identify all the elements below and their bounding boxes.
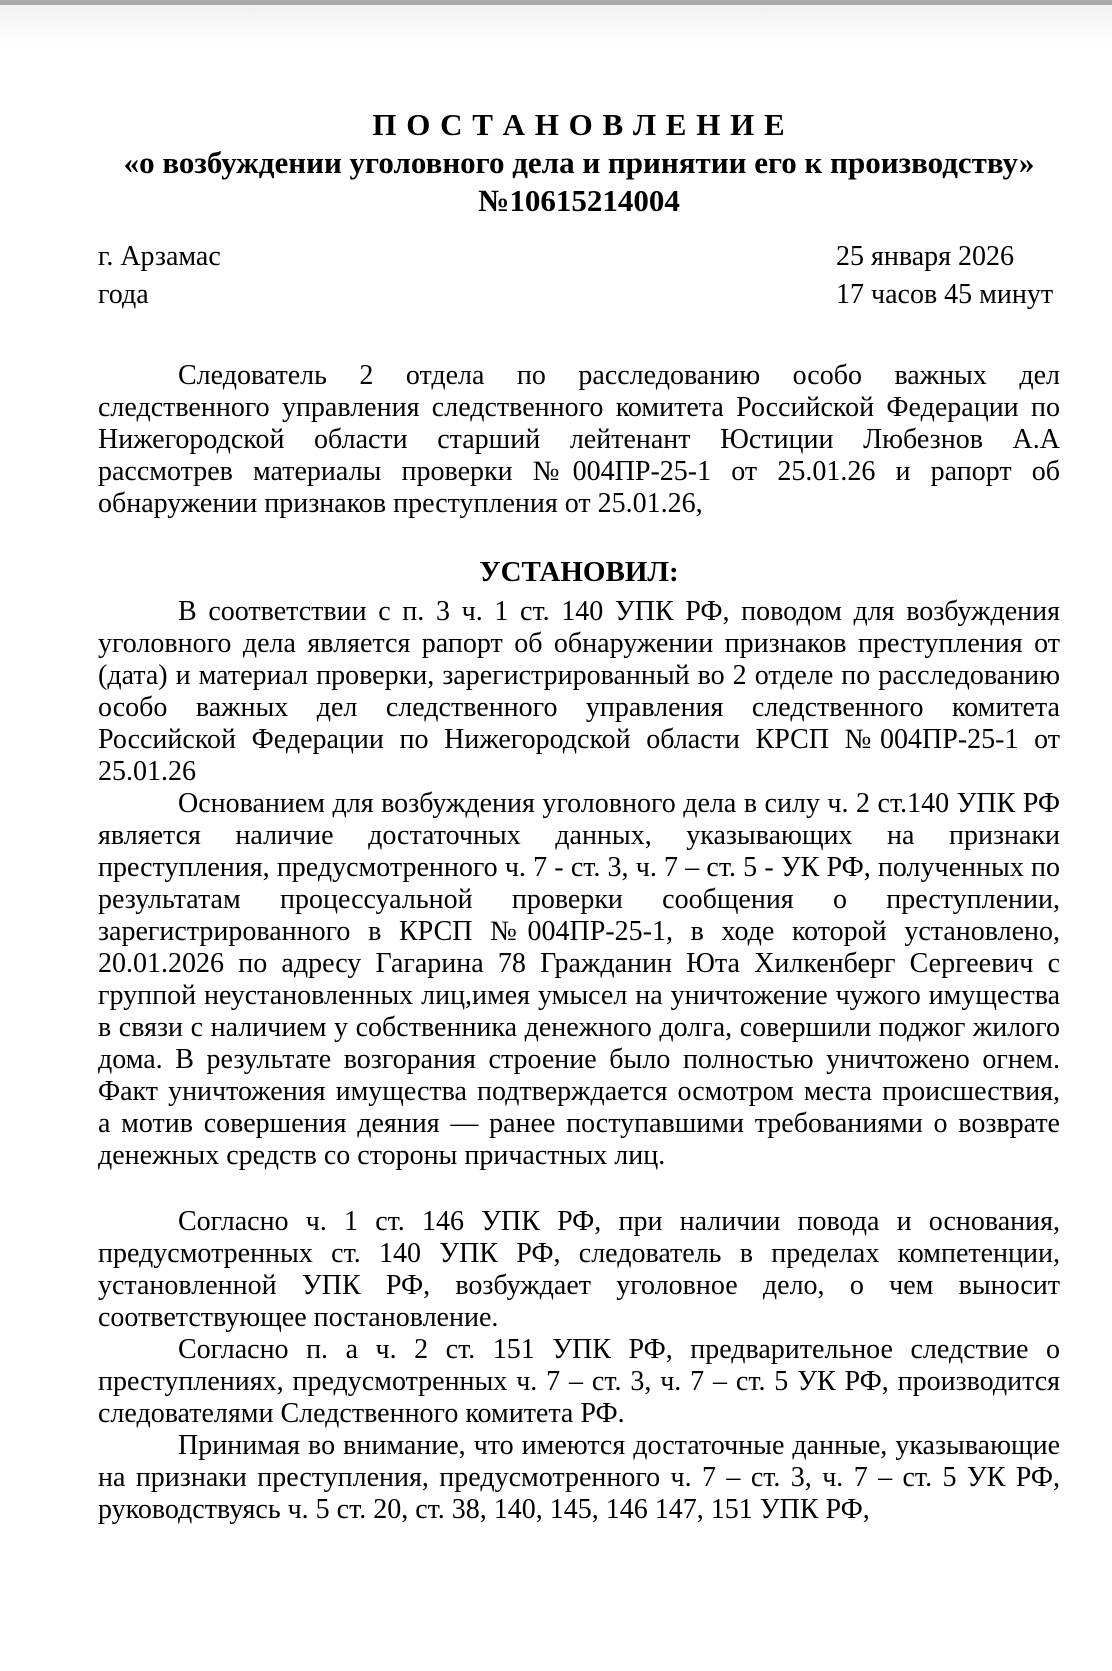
document-title: П О С Т А Н О В Л Е Н И Е [372, 107, 786, 142]
document-number: №10615214004 [478, 183, 680, 218]
dateline-row-1 [98, 238, 1060, 276]
dateline-city: г. Арзамас [98, 241, 221, 272]
paragraph-conclusion-intro: Принимая во внимание, что имеются достаточные данные, указывающие на признаки преступления, предусмотренного ч. 7 – ст. 3, ч. 7 – ст. 5 УК РФ, руководствуясь ч. 5 ст. 20, ст. 38, 140, 145, 146 147, 151 УПК РФ, [98, 1430, 1060, 1525]
paragraph-article-146: Согласно ч. 1 ст. 146 УПК РФ, при наличии повода и основания, предусмотренных ст. 140 УПК РФ, следователь в пределах компетенции, установленной УПК РФ, возбуждает уголовное дело, о чем выносит соответствующее постановление. [98, 1206, 1060, 1333]
paragraph-reason: В соответствии с п. 3 ч. 1 ст. 140 УПК РФ, поводом для возбуждения уголовного дела является рапорт об обнаружении признаков преступления от (дата) и материал проверки, зарегистрированный во 2 отделе по расследованию особо важных дел следственного управления следственного комитета Российской Федерации по Нижегородской области КРСП №004ПР-25-1 от 25.01.26 [98, 596, 1060, 787]
investigator-paragraph: Следователь 2 отдела по расследованию особо важных дел следственного управления следственного комитета Российской Федерации по Нижегородской области старший лейтенант Юстиции Любезнов А.А рассмотрев материалы проверки №004ПР-25-1 от 25.01.26 и рапорт об обнаружении признаков преступления от 25.01.26, [98, 360, 1060, 519]
dateline-time: 17 часов 45 минут [836, 279, 1054, 310]
dateline-date: 25 января 2026 [836, 241, 1015, 272]
title-block [98, 106, 1060, 220]
dateline-row-2 [98, 276, 1060, 314]
dateline-year-word: года [98, 279, 149, 310]
dateline [98, 238, 1060, 314]
paragraph-article-151: Согласно п. а ч. 2 ст. 151 УПК РФ, предварительное следствие о преступлениях, предусмотренных ч. 7 – ст. 3, ч. 7 – ст. 5 УК РФ, производится следователями Следственного комитета РФ. [98, 1334, 1060, 1429]
document-subtitle: «о возбуждении уголовного дела и принятии его к производству» [123, 145, 1035, 180]
paragraph-grounds: Основанием для возбуждения уголовного дела в силу ч. 2 ст.140 УПК РФ является наличие достаточных данных, указывающих на признаки преступления, предусмотренного ч. 7 - ст. 3, ч. 7 – ст. 5 - УК РФ, полученных по результатам процессуальной проверки сообщения о преступлении, зарегистрированного в КРСП №004ПР-25-1, в ходе которой установлено, 20.01.2026 по адресу Гагарина 78 Гражданин Юта Хилкенберг Сергеевич с группой неустановленных лиц,имея умысел на уничтожение чужого имущества в связи с наличием у собственника денежного долга, совершили поджог жилого дома. В результате возгорания строение было полностью уничтожено огнем. Факт уничтожения имущества подтверждается осмотром места происшествия, а мотив совершения деяния — ранее поступавшими требованиями о возврате денежных средств со стороны причастных лиц. [98, 788, 1060, 1171]
established-heading: УСТАНОВИЛ: [479, 556, 679, 588]
